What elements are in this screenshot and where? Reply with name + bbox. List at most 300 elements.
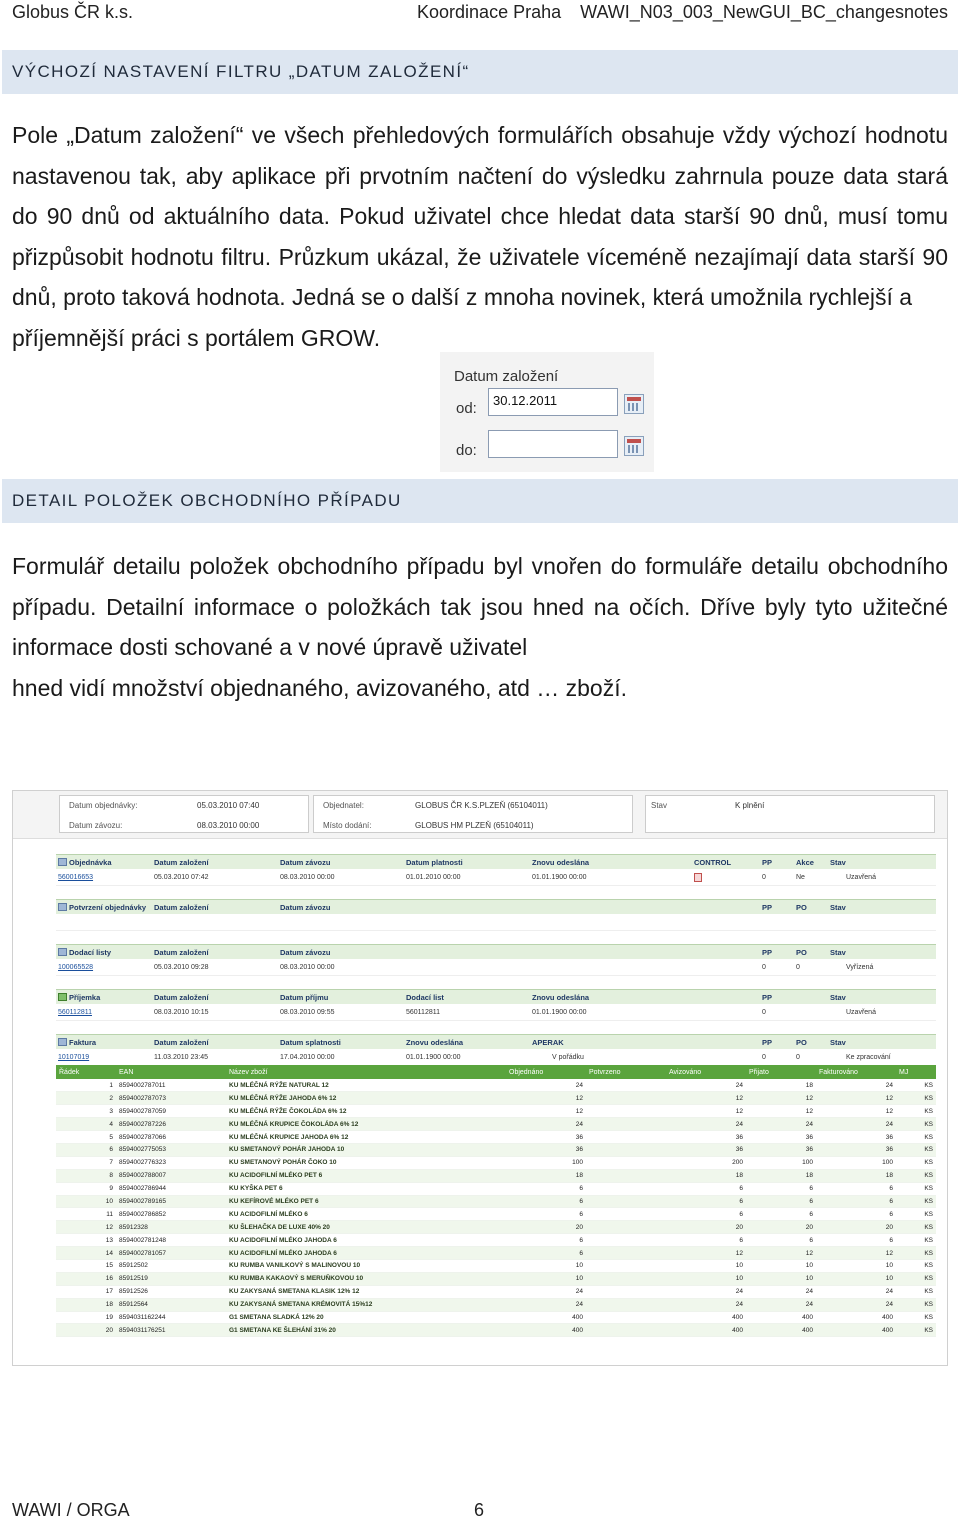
table-cell: 12 (816, 1247, 896, 1260)
document-row-prijemka (56, 989, 936, 1034)
table-cell: 8594031176251 (116, 1324, 226, 1337)
table-cell: KS (896, 1143, 936, 1156)
section-heading-detail-polozek (2, 479, 958, 523)
table-cell: 16 (56, 1272, 116, 1285)
table-cell: 400 (506, 1324, 586, 1337)
table-cell: 24 (816, 1118, 896, 1131)
table-cell (586, 1092, 666, 1105)
col-header: Datum příjmu (280, 993, 329, 1002)
col-header: Datum závozu (280, 858, 331, 867)
from-label: od: (456, 400, 477, 417)
table-cell: 5 (56, 1131, 116, 1144)
to-label: do: (456, 442, 477, 459)
table-cell: 24 (666, 1285, 746, 1298)
table-cell: 20 (746, 1221, 816, 1234)
table-cell (586, 1272, 666, 1285)
table-cell: 6 (666, 1182, 746, 1195)
table-cell: KU ACIDOFILNÍ MLÉKO JAHODA 6 (226, 1247, 506, 1260)
table-cell: KS (896, 1259, 936, 1272)
table-cell (586, 1259, 666, 1272)
table-cell: 36 (746, 1143, 816, 1156)
date-filter-title: Datum založení (454, 368, 559, 385)
table-cell: 24 (506, 1118, 586, 1131)
table-cell: 8594002787073 (116, 1092, 226, 1105)
section1-paragraph (12, 115, 948, 358)
table-cell: KU SMETANOVÝ POHÁR JAHODA 10 (226, 1143, 506, 1156)
document-title[interactable]: Faktura (69, 1038, 97, 1047)
table-cell: KU RUMBA KAKAOVÝ S MERUŇKOVOU 10 (226, 1272, 506, 1285)
order-date-value: 05.03.2010 07:40 (197, 801, 260, 810)
table-cell: KU KYŠKA PET 6 (226, 1182, 506, 1195)
items-table-container (56, 1065, 936, 1337)
table-cell: KS (896, 1156, 936, 1169)
items-col-header[interactable]: Přijato (746, 1065, 816, 1079)
table-cell: 2 (56, 1092, 116, 1105)
table-cell: 400 (666, 1311, 746, 1324)
table-cell: 13 (56, 1234, 116, 1247)
table-cell (586, 1234, 666, 1247)
table-cell: 8594002776323 (116, 1156, 226, 1169)
table-row (56, 1092, 936, 1105)
col-header: Datum založení (154, 858, 209, 867)
cell: 08.03.2010 09:55 (280, 1009, 335, 1016)
table-cell: 10 (816, 1259, 896, 1272)
delivery-date-label: Datum závozu: (69, 821, 123, 830)
table-cell: 36 (666, 1143, 746, 1156)
table-cell: KS (896, 1311, 936, 1324)
calendar-icon[interactable] (624, 394, 644, 414)
header-right (403, 2, 948, 23)
customer-value: GLOBUS ČR K.S.PLZEŇ (65104011) (415, 801, 548, 810)
table-cell: 18 (666, 1169, 746, 1182)
document-number-link[interactable]: 100065528 (58, 964, 94, 971)
col-header: Znovu odeslána (532, 993, 590, 1002)
col-header: APERAK (532, 1038, 564, 1047)
cell: 0 (796, 1054, 800, 1061)
date-to-input[interactable] (488, 430, 618, 458)
paragraph-text: Pole „Datum založení“ ve všech přehledových formulářích obsahuje vždy výchozí hodnotu nastavenou tak, aby aplikace při prvotním načtení do výsledku zahrnula pouze data stará do 90 dnů od aktuálního data. Pokud uživatel chce hledat data starší 90 dnů, musí tomu přizpůsobit hodnotu filtru. Průzkum ukázal, že uživatele víceméně nezajímají data starší 90 dnů, proto taková hodnota. Jedná se o další z mnoha novinek, která umožnila rychlejší a (12, 122, 948, 310)
table-row (56, 1247, 936, 1260)
embedded-screenshot (12, 790, 948, 1366)
status-box (645, 795, 935, 833)
cell: 0 (762, 1054, 766, 1061)
table-cell: 12 (506, 1092, 586, 1105)
items-col-header[interactable]: Potvrzeno (586, 1065, 666, 1079)
table-cell: KU ZAKYSANÁ SMETANA KRÉMOVITÁ 15%12 (226, 1298, 506, 1311)
section-heading-datum-zalozeni (2, 50, 958, 94)
col-header: CONTROL (694, 858, 732, 867)
table-cell: 36 (746, 1131, 816, 1144)
col-header: Datum založení (154, 948, 209, 957)
table-cell: KU RUMBA VANILKOVÝ S MALINOVOU 10 (226, 1259, 506, 1272)
pdf-icon[interactable] (694, 873, 702, 882)
table-cell (586, 1156, 666, 1169)
table-cell: 20 (666, 1221, 746, 1234)
document-icon (58, 858, 67, 866)
customer-label: Objednatel: (323, 801, 364, 810)
table-cell: 10 (506, 1259, 586, 1272)
table-cell: 400 (746, 1311, 816, 1324)
header-company: Globus ČR k.s. (12, 2, 134, 22)
table-row (56, 1234, 936, 1247)
table-cell: 1 (56, 1079, 116, 1092)
table-cell: 10 (746, 1272, 816, 1285)
document-row-potvrzeni (56, 899, 936, 944)
document-header (56, 1034, 936, 1049)
table-cell: KU MLÉČNÁ RÝŽE NATURAL 12 (226, 1079, 506, 1092)
table-row (56, 1285, 936, 1298)
table-cell: 85912328 (116, 1221, 226, 1234)
table-cell: 20 (56, 1324, 116, 1337)
table-cell: 6 (746, 1195, 816, 1208)
status-cell: Uzavřená (846, 1009, 876, 1016)
order-summary-bar (13, 791, 947, 839)
table-cell: 36 (816, 1131, 896, 1144)
table-cell: 6 (506, 1195, 586, 1208)
table-cell: 8594002789165 (116, 1195, 226, 1208)
col-header: Dodací list (406, 993, 444, 1002)
table-cell: 18 (746, 1169, 816, 1182)
table-cell: 8594002788007 (116, 1169, 226, 1182)
table-cell: 100 (746, 1156, 816, 1169)
items-col-header[interactable]: EAN (116, 1065, 226, 1079)
status-value: K plnění (735, 801, 765, 810)
table-cell: KS (896, 1272, 936, 1285)
table-cell: KU MLÉČNÁ RÝŽE ČOKOLÁDA 6% 12 (226, 1105, 506, 1118)
col-header: Datum založení (154, 1038, 209, 1047)
table-cell: 8594002786852 (116, 1208, 226, 1221)
table-cell: KS (896, 1118, 936, 1131)
document-header (56, 854, 936, 869)
table-cell (586, 1105, 666, 1118)
table-cell: 10 (816, 1272, 896, 1285)
document-icon (58, 1038, 67, 1046)
document-header (56, 944, 936, 959)
table-cell: 8594002775053 (116, 1143, 226, 1156)
table-cell: KS (896, 1324, 936, 1337)
col-header: PP (762, 1038, 773, 1047)
cell: 01.01.2010 00:00 (406, 874, 461, 881)
table-row (56, 1259, 936, 1272)
status-label: Stav (651, 801, 668, 810)
paragraph-text: Formulář detailu položek obchodního případu byl vnořen do formuláře detailu obchodního případu. Detailní informace o položkách tak jsou hned na očích. Dříve byly tyto užitečné informace dosti schované a v nové úpravě uživatel (12, 553, 948, 660)
col-header: PO (796, 1038, 807, 1047)
table-cell: KU MLÉČNÁ RÝŽE JAHODA 6% 12 (226, 1092, 506, 1105)
table-cell: 36 (506, 1131, 586, 1144)
table-cell: 8594002787011 (116, 1079, 226, 1092)
col-header: Stav (830, 1038, 846, 1047)
document-title[interactable]: Potvrzení objednávky (69, 903, 147, 912)
cell: 01.01.1900 00:00 (532, 1009, 587, 1016)
table-cell: 20 (816, 1221, 896, 1234)
table-cell: 12 (666, 1092, 746, 1105)
table-cell: 400 (666, 1324, 746, 1337)
cell: 08.03.2010 00:00 (280, 874, 335, 881)
table-row (56, 1143, 936, 1156)
table-cell: 12 (746, 1247, 816, 1260)
table-cell: 6 (746, 1182, 816, 1195)
table-cell: 6 (746, 1234, 816, 1247)
section2-paragraph (12, 546, 948, 708)
table-cell: 12 (666, 1105, 746, 1118)
col-header: PO (796, 948, 807, 957)
table-cell: KS (896, 1221, 936, 1234)
table-cell: KU KEFÍROVÉ MLÉKO PET 6 (226, 1195, 506, 1208)
cell: 05.03.2010 09:28 (154, 964, 209, 971)
items-table (56, 1065, 936, 1337)
table-cell: 6 (506, 1182, 586, 1195)
table-cell: 6 (816, 1208, 896, 1221)
document-title[interactable]: Příjemka (69, 993, 101, 1002)
table-cell: KU ACIDOFILNÍ MLÉKO JAHODA 6 (226, 1234, 506, 1247)
table-row (56, 1169, 936, 1182)
cell: 01.01.1900 00:00 (532, 874, 587, 881)
table-cell (586, 1182, 666, 1195)
table-cell (586, 1311, 666, 1324)
col-header: Stav (830, 993, 846, 1002)
table-cell: 400 (816, 1324, 896, 1337)
items-header-row (56, 1065, 936, 1079)
cell: 560112811 (406, 1009, 440, 1016)
table-cell: KU MLÉČNÁ KRUPICE JAHODA 6% 12 (226, 1131, 506, 1144)
items-col-header[interactable]: Objednáno (506, 1065, 586, 1079)
table-cell: KS (896, 1092, 936, 1105)
place-value: GLOBUS HM PLZEŇ (65104011) (415, 821, 534, 830)
table-cell (586, 1131, 666, 1144)
table-cell: 15 (56, 1259, 116, 1272)
items-col-header[interactable]: Řádek (56, 1065, 116, 1079)
document-number-link[interactable]: 560112811 (58, 1009, 92, 1016)
table-cell: 9 (56, 1182, 116, 1195)
table-cell: 24 (506, 1285, 586, 1298)
table-cell: 12 (666, 1247, 746, 1260)
table-cell: 7 (56, 1156, 116, 1169)
col-header: Znovu odeslána (406, 1038, 464, 1047)
table-cell: 12 (746, 1092, 816, 1105)
col-header: PO (796, 903, 807, 912)
table-cell: 24 (816, 1298, 896, 1311)
table-cell: 200 (666, 1156, 746, 1169)
table-row (56, 1298, 936, 1311)
table-cell (586, 1143, 666, 1156)
table-cell: 8594002786944 (116, 1182, 226, 1195)
cell: 17.04.2010 00:00 (280, 1054, 335, 1061)
table-cell: 18 (506, 1169, 586, 1182)
document-values (56, 1050, 936, 1066)
table-cell: 24 (746, 1118, 816, 1131)
table-cell: 85912564 (116, 1298, 226, 1311)
calendar-icon[interactable] (624, 436, 644, 456)
document-values (56, 1005, 936, 1021)
table-row (56, 1195, 936, 1208)
table-cell (586, 1208, 666, 1221)
cell: 0 (762, 1009, 766, 1016)
table-cell: KS (896, 1247, 936, 1260)
cell: 08.03.2010 00:00 (280, 964, 335, 971)
table-cell: 18 (746, 1079, 816, 1092)
col-header: Znovu odeslána (532, 858, 590, 867)
items-body (56, 1079, 936, 1337)
col-header: PP (762, 858, 773, 867)
cell: 0 (762, 874, 766, 881)
table-cell: KS (896, 1298, 936, 1311)
col-header: Datum založení (154, 993, 209, 1002)
header-location: Koordinace Praha (417, 2, 562, 22)
table-row (56, 1272, 936, 1285)
table-cell: 100 (816, 1156, 896, 1169)
document-header (56, 899, 936, 914)
table-cell: 20 (506, 1221, 586, 1234)
table-cell: 6 (56, 1143, 116, 1156)
table-cell: KS (896, 1195, 936, 1208)
table-cell: 6 (666, 1234, 746, 1247)
status-cell: Uzavřená (846, 874, 876, 881)
document-row-objednavka (56, 854, 936, 899)
table-cell: KU ŠLEHAČKA DE LUXE 40% 20 (226, 1221, 506, 1234)
place-label: Místo dodání: (323, 821, 372, 830)
section-title: VÝCHOZÍ NASTAVENÍ FILTRU „DATUM ZALOŽENÍ“ (12, 62, 470, 81)
table-cell: 24 (666, 1118, 746, 1131)
section-title: DETAIL POLOŽEK OBCHODNÍHO PŘÍPADU (12, 491, 402, 510)
table-cell: 14 (56, 1247, 116, 1260)
table-cell: 6 (666, 1195, 746, 1208)
page-footer (12, 1500, 485, 1521)
items-col-header[interactable]: Fakturováno (816, 1065, 896, 1079)
table-cell: 3 (56, 1105, 116, 1118)
table-cell (586, 1298, 666, 1311)
table-cell: 10 (666, 1259, 746, 1272)
table-cell: 18 (56, 1298, 116, 1311)
table-cell (586, 1221, 666, 1234)
document-title[interactable]: Objednávka (69, 858, 112, 867)
paragraph-text-end: příjemnější práci s portálem GROW. (12, 324, 381, 351)
delivery-date-value: 08.03.2010 00:00 (197, 821, 260, 830)
table-row (56, 1156, 936, 1169)
date-filter-widget (440, 352, 654, 472)
table-cell: 10 (56, 1195, 116, 1208)
table-cell: 24 (666, 1298, 746, 1311)
table-cell: KU SMETANOVÝ POHÁR ČOKO 10 (226, 1156, 506, 1169)
document-icon (58, 948, 67, 956)
document-values (56, 960, 936, 976)
col-header: PP (762, 903, 773, 912)
table-cell: 24 (506, 1079, 586, 1092)
table-cell: KU ZAKYSANÁ SMETANA KLASIK 12% 12 (226, 1285, 506, 1298)
document-number-link[interactable]: 560016653 (58, 874, 94, 881)
cell: 08.03.2010 10:15 (154, 1009, 209, 1016)
table-cell: 85912519 (116, 1272, 226, 1285)
date-from-input[interactable]: 30.12.2011 (488, 388, 618, 416)
table-cell: 8 (56, 1169, 116, 1182)
col-header: Datum závozu (280, 903, 331, 912)
table-cell: 36 (506, 1143, 586, 1156)
items-col-header[interactable]: Avizováno (666, 1065, 746, 1079)
table-cell: 18 (816, 1169, 896, 1182)
table-cell: 12 (746, 1105, 816, 1118)
table-cell: KS (896, 1131, 936, 1144)
col-header: Datum závozu (280, 948, 331, 957)
table-cell (586, 1324, 666, 1337)
order-date-label: Datum objednávky: (69, 801, 138, 810)
col-header: PP (762, 993, 773, 1002)
table-cell: 4 (56, 1118, 116, 1131)
document-title[interactable]: Dodací listy (69, 948, 112, 957)
document-icon (58, 993, 67, 1001)
page-header (12, 2, 948, 24)
cell: 0 (762, 964, 766, 971)
table-cell: 24 (816, 1079, 896, 1092)
table-cell: 100 (506, 1156, 586, 1169)
items-col-header[interactable]: Název zboží (226, 1065, 506, 1079)
table-cell: 6 (746, 1208, 816, 1221)
table-cell: 36 (666, 1131, 746, 1144)
table-cell (586, 1285, 666, 1298)
table-cell: KU ACIDOFILNÍ MLÉKO PET 6 (226, 1169, 506, 1182)
table-cell: 6 (506, 1247, 586, 1260)
table-cell: 12 (56, 1221, 116, 1234)
table-cell: 8594002781057 (116, 1247, 226, 1260)
table-cell: G1 SMETANA KE ŠLEHÁNÍ 31% 20 (226, 1324, 506, 1337)
cell: 0 (796, 964, 800, 971)
table-cell: 400 (816, 1311, 896, 1324)
cell: Ne (796, 874, 805, 881)
table-cell: KS (896, 1079, 936, 1092)
col-header: Stav (830, 948, 846, 957)
table-cell (586, 1118, 666, 1131)
table-cell: G1 SMETANA SLADKÁ 12% 20 (226, 1311, 506, 1324)
table-cell: 24 (746, 1285, 816, 1298)
document-row-dodaci-listy (56, 944, 936, 989)
table-cell: 24 (506, 1298, 586, 1311)
col-header: Stav (830, 858, 846, 867)
table-cell: 10 (746, 1259, 816, 1272)
table-cell: 8594002781248 (116, 1234, 226, 1247)
cell: 05.03.2010 07:42 (154, 874, 209, 881)
document-values (56, 870, 936, 886)
table-cell: 400 (506, 1311, 586, 1324)
related-documents (56, 854, 936, 1079)
table-cell: 85912526 (116, 1285, 226, 1298)
footer-left: WAWI / ORGA (12, 1500, 130, 1520)
status-cell: Ke zpracování (846, 1054, 891, 1061)
table-row (56, 1105, 936, 1118)
document-number-link[interactable]: 10107019 (58, 1054, 90, 1061)
table-cell (586, 1195, 666, 1208)
table-cell: KU MLÉČNÁ KRUPICE ČOKOLÁDA 6% 12 (226, 1118, 506, 1131)
col-header: PP (762, 948, 773, 957)
table-cell: 6 (816, 1182, 896, 1195)
page-number: 6 (474, 1500, 485, 1520)
table-cell: 19 (56, 1311, 116, 1324)
table-cell: KS (896, 1285, 936, 1298)
table-cell: 85912502 (116, 1259, 226, 1272)
table-row (56, 1079, 936, 1092)
table-cell: KS (896, 1208, 936, 1221)
table-cell: 24 (666, 1079, 746, 1092)
table-cell: KS (896, 1182, 936, 1195)
col-header: Datum založení (154, 903, 209, 912)
table-cell: 6 (816, 1195, 896, 1208)
cell: V pořádku (552, 1054, 584, 1061)
table-cell (586, 1169, 666, 1182)
table-cell: KU ACIDOFILNÍ MLÉKO 6 (226, 1208, 506, 1221)
table-cell: 400 (746, 1324, 816, 1337)
table-cell: 8594002787066 (116, 1131, 226, 1144)
items-col-header[interactable]: MJ (896, 1065, 936, 1079)
table-cell: KS (896, 1105, 936, 1118)
table-cell: 12 (816, 1092, 896, 1105)
header-doc-id: WAWI_N03_003_NewGUI_BC_changesnotes (580, 2, 948, 22)
